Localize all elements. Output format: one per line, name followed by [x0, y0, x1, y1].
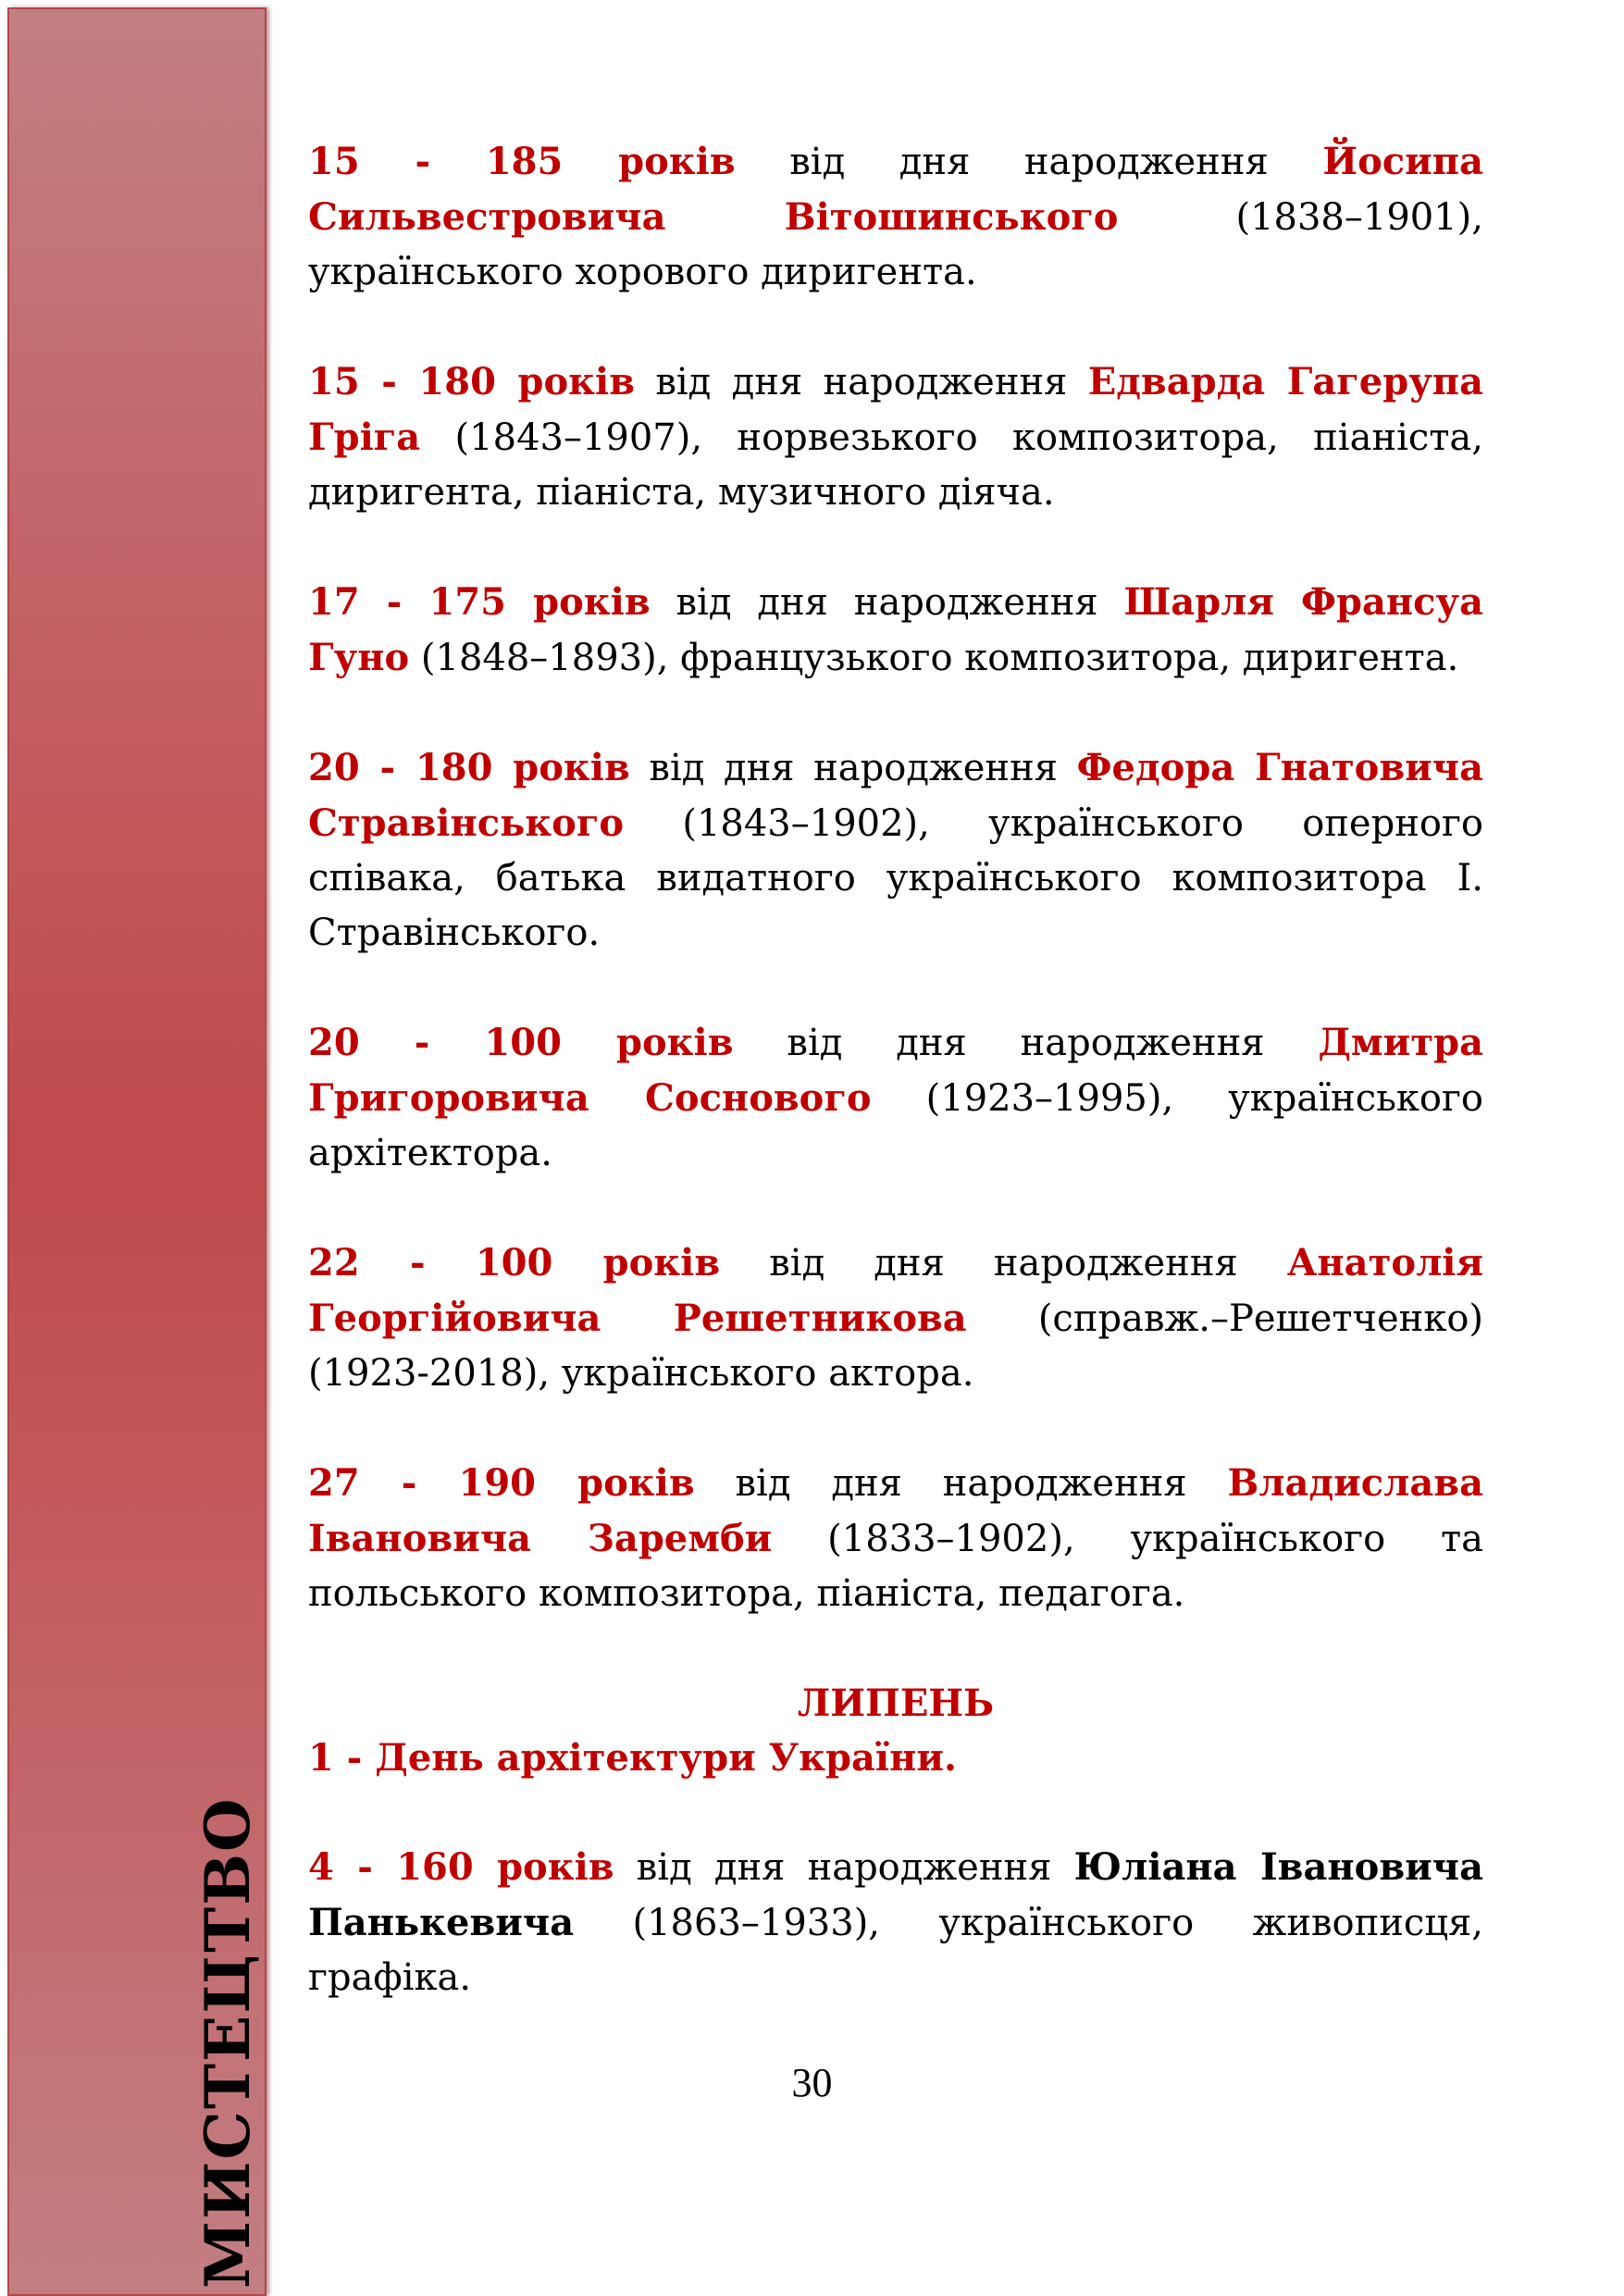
entry-person: Дмитра Григоровича Соснового — [308, 1021, 1484, 1120]
entry-phrase: від дня народження — [635, 361, 1088, 403]
entry-details: (справж.–Решетченко) (1923-2018), українського актора. — [308, 1297, 1484, 1395]
entry-details: (1843–1902), українського оперного співака, батька видатного українського композитора І. Стравінського. — [308, 802, 1483, 954]
entry-details: (1843–1907), норвезького композитора, піаніста, диригента, піаніста, музичного діяча. — [308, 416, 1483, 514]
entry-date: 27 - 190 років — [308, 1461, 695, 1505]
anniversary-entry — [308, 1840, 1483, 2005]
entry-phrase: від дня народження — [614, 1846, 1074, 1889]
entry-phrase: від дня народження — [720, 1242, 1287, 1285]
entry-date: 15 - 180 років — [308, 360, 635, 403]
entry-details: (1838–1901), українського хорового диригента. — [308, 196, 1483, 293]
entry-date: 20 - 100 років — [308, 1021, 734, 1064]
page-number: 30 — [791, 2060, 833, 2105]
entry-person: Юліана Івановича Панькевича — [308, 1845, 1483, 1944]
holiday-entry: 1 - День архітектури України. — [308, 1736, 957, 1780]
entry-date: 15 - 185 років — [308, 140, 736, 183]
entry-details: (1848–1893), французького композитора, диригента. — [409, 637, 1459, 679]
entry-person: Йосипа Сильвестровича Вітошинського — [308, 140, 1484, 239]
entry-phrase: від дня народження — [650, 581, 1124, 624]
anniversary-entry — [308, 134, 1483, 300]
entry-date: 4 - 160 років — [308, 1845, 614, 1889]
entry-phrase: від дня народження — [735, 141, 1323, 183]
entry-person: Анатолія Георгійовича Решетникова — [308, 1241, 1484, 1340]
anniversary-entry — [308, 1235, 1483, 1401]
entry-phrase: від дня народження — [694, 1462, 1228, 1505]
anniversary-entry — [308, 575, 1483, 686]
entry-date: 20 - 180 років — [308, 746, 630, 789]
section-title: МИСТЕЦТВО — [192, 1796, 264, 2289]
entry-details: (1863–1933), українського живописця, графіка. — [308, 1902, 1483, 1999]
anniversary-entry — [308, 1015, 1483, 1181]
entry-phrase: від дня народження — [629, 747, 1077, 789]
entry-person: Владислава Івановича Заремби — [308, 1461, 1483, 1560]
month-heading: ЛИПЕНЬ — [797, 1682, 995, 1725]
entry-date: 17 - 175 років — [308, 580, 651, 624]
page-content — [308, 134, 1483, 2060]
entry-phrase: від дня народження — [733, 1022, 1319, 1064]
entry-person: Шарля Франсуа Гуно — [308, 580, 1484, 679]
anniversary-entry — [308, 354, 1483, 520]
entry-details: (1833–1902), українського та польського композитора, піаніста, педагога. — [308, 1518, 1483, 1615]
entry-person: Федора Гнатовича Стравінського — [308, 746, 1484, 845]
anniversary-entry — [308, 1456, 1483, 1621]
entry-date: 22 - 100 років — [308, 1241, 721, 1285]
entry-person: Едварда Гагерупа Гріга — [308, 360, 1483, 459]
entry-details: (1923–1995), українського архітектора. — [308, 1077, 1483, 1174]
anniversary-entry — [308, 740, 1483, 961]
